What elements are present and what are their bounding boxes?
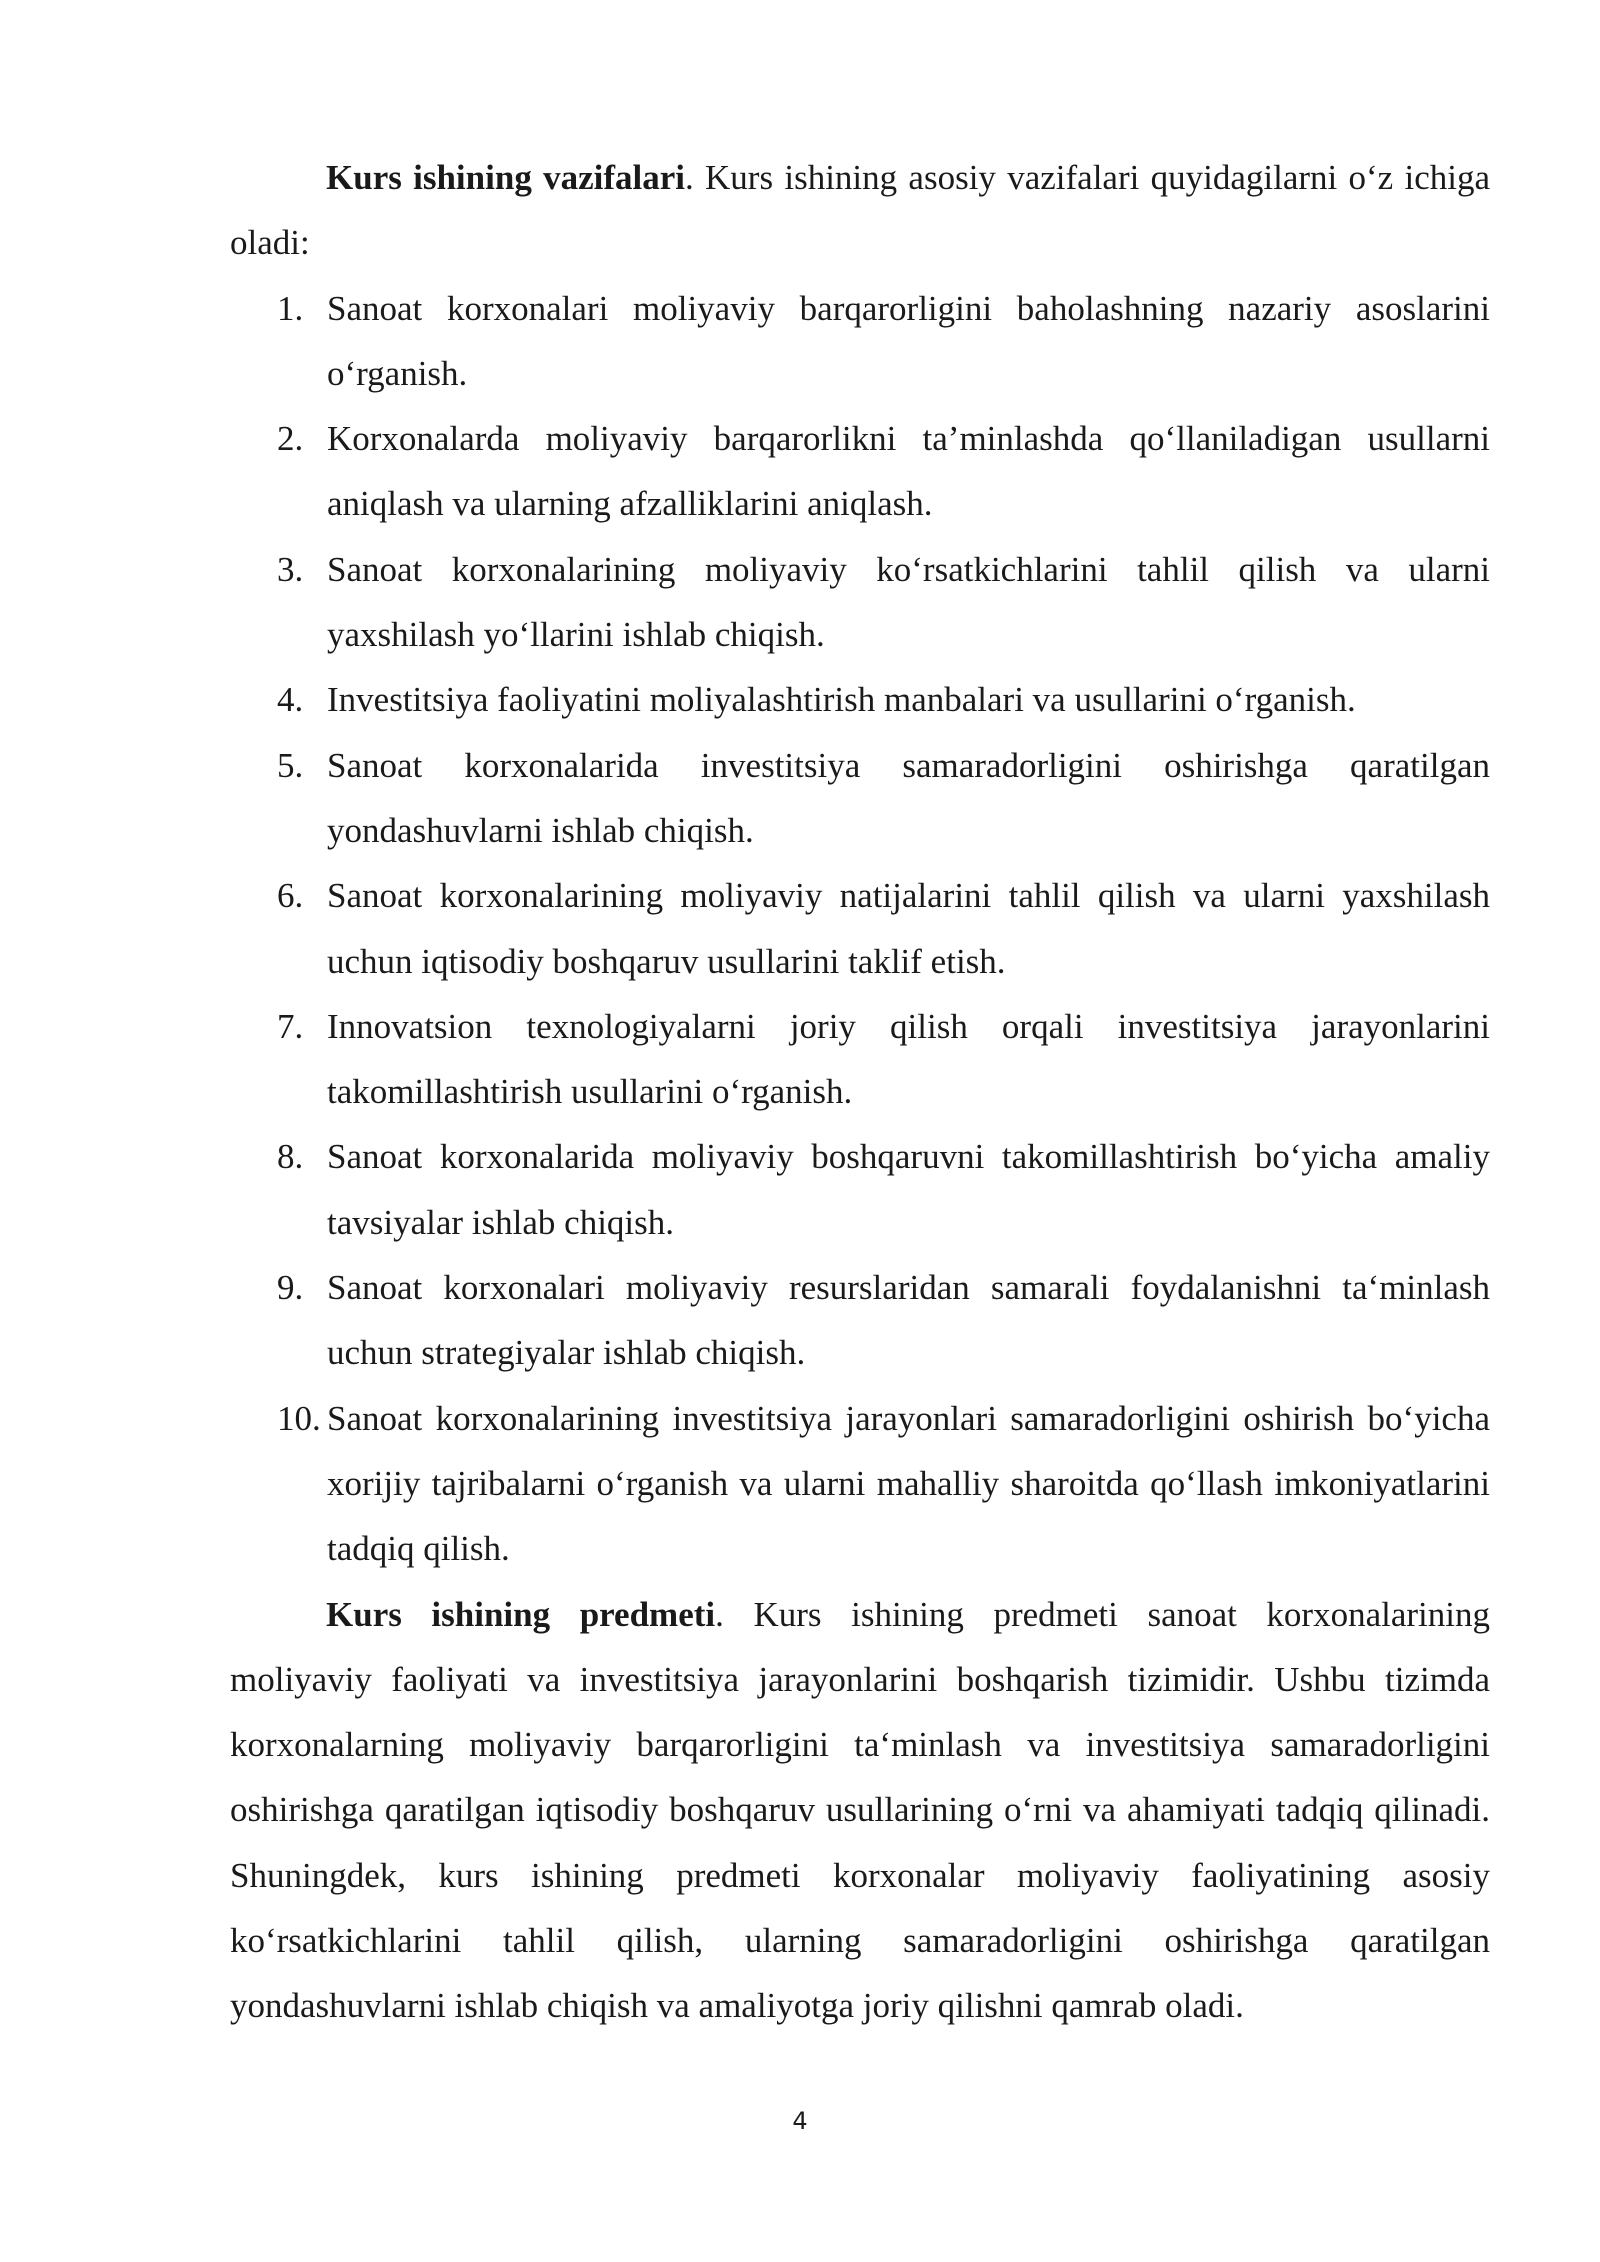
list-item (230, 667, 1490, 732)
list-item (230, 994, 1490, 1125)
page-number: 4 (792, 2107, 808, 2135)
tasks-intro-paragraph (230, 145, 1490, 276)
list-item-text: Sanoat korxonalarining moliyaviy ko‘rsatkichlarini tahlil qilish va ularni yaxshilash yo‘llarini ishlab chiqish. (327, 549, 1490, 655)
list-item (230, 733, 1490, 864)
list-item-number: 10. (277, 1398, 321, 1438)
list-item-text: Korxonalarda moliyaviy barqarorlikni ta’minlashda qo‘llaniladigan usullarni aniqlash va ularning afzalliklarini aniqlash. (327, 419, 1490, 524)
list-item-text: Sanoat korxonalarida investitsiya samaradorligini oshirishga qaratilgan yondashuvlarni ishlab chiqish. (327, 745, 1490, 850)
list-item-text: Innovatsion texnologiyalarni joriy qilish orqali investitsiya jarayonlarini takomillashtirish usullarini o‘rganish. (327, 1006, 1490, 1112)
list-item (230, 406, 1490, 537)
list-item-number: 8. (277, 1137, 304, 1177)
list-item (230, 1386, 1490, 1582)
tasks-heading: Kurs ishining vazifalari (326, 158, 685, 197)
list-item-number: 3. (277, 549, 304, 589)
list-item (230, 1124, 1490, 1255)
list-item-text: Investitsiya faoliyatini moliyalashtirish manbalari va usullarini o‘rganish. (327, 680, 1356, 720)
page-content (230, 145, 1490, 2039)
list-item (230, 1255, 1490, 1386)
tasks-intro-text: . Kurs ishining asosiy vazifalari quyidagilarni o‘z ichiga oladi: (230, 158, 1491, 263)
list-item-text: Sanoat korxonalari moliyaviy barqarorligini baholashning nazariy asoslarini o‘rganish. (327, 288, 1490, 393)
list-item-text: Sanoat korxonalari moliyaviy resurslaridan samarali foydalanishni ta‘minlash uchun strategiyalar ishlab chiqish. (327, 1268, 1490, 1373)
list-item (230, 537, 1490, 668)
list-item-text: Sanoat korxonalarining investitsiya jarayonlari samaradorligini oshirish bo‘yicha xorijiy tajribalarni o‘rganish va ularni mahalliy sharoitda qo‘llash imkoniyatlarini tadqiq qilish. (327, 1398, 1490, 1569)
list-item-number: 6. (277, 876, 304, 916)
list-item-number: 9. (277, 1268, 304, 1308)
tasks-list (230, 276, 1490, 1582)
list-item-number: 7. (277, 1006, 304, 1046)
subject-text: . Kurs ishining predmeti sanoat korxonalarining moliyaviy faoliyati va investitsiya jarayonlarini boshqarish tizimidir. Ushbu tizimda korxonalarning moliyaviy barqarorligini ta‘minlash va investitsiya samaradorligini oshirishga qaratilgan iqtisodiy boshqaruv usullarining o‘rni va ahamiyati tadqiq qilinadi. Shuningdek, kurs ishining predmeti korxonalar moliyaviy faoliyatining asosiy ko‘rsatkichlarini tahlil qilish, ularning samaradorligini oshirishga qaratilgan yondashuvlarni ishlab chiqish va amaliyotga joriy qilishni qamrab oladi. (230, 1594, 1490, 2026)
list-item-number: 5. (277, 745, 304, 785)
list-item-text: Sanoat korxonalarida moliyaviy boshqaruvni takomillashtirish bo‘yicha amaliy tavsiyalar ishlab chiqish. (327, 1137, 1490, 1242)
list-item-number: 4. (277, 680, 304, 720)
subject-paragraph (230, 1582, 1490, 2039)
list-item (230, 863, 1490, 994)
list-item (230, 276, 1490, 407)
list-item-number: 1. (277, 288, 304, 328)
subject-heading: Kurs ishining predmeti (326, 1594, 716, 1634)
list-item-number: 2. (277, 419, 304, 459)
list-item-text: Sanoat korxonalarining moliyaviy natijalarini tahlil qilish va ularni yaxshilash uchun iqtisodiy boshqaruv usullarini taklif etish. (327, 876, 1490, 981)
